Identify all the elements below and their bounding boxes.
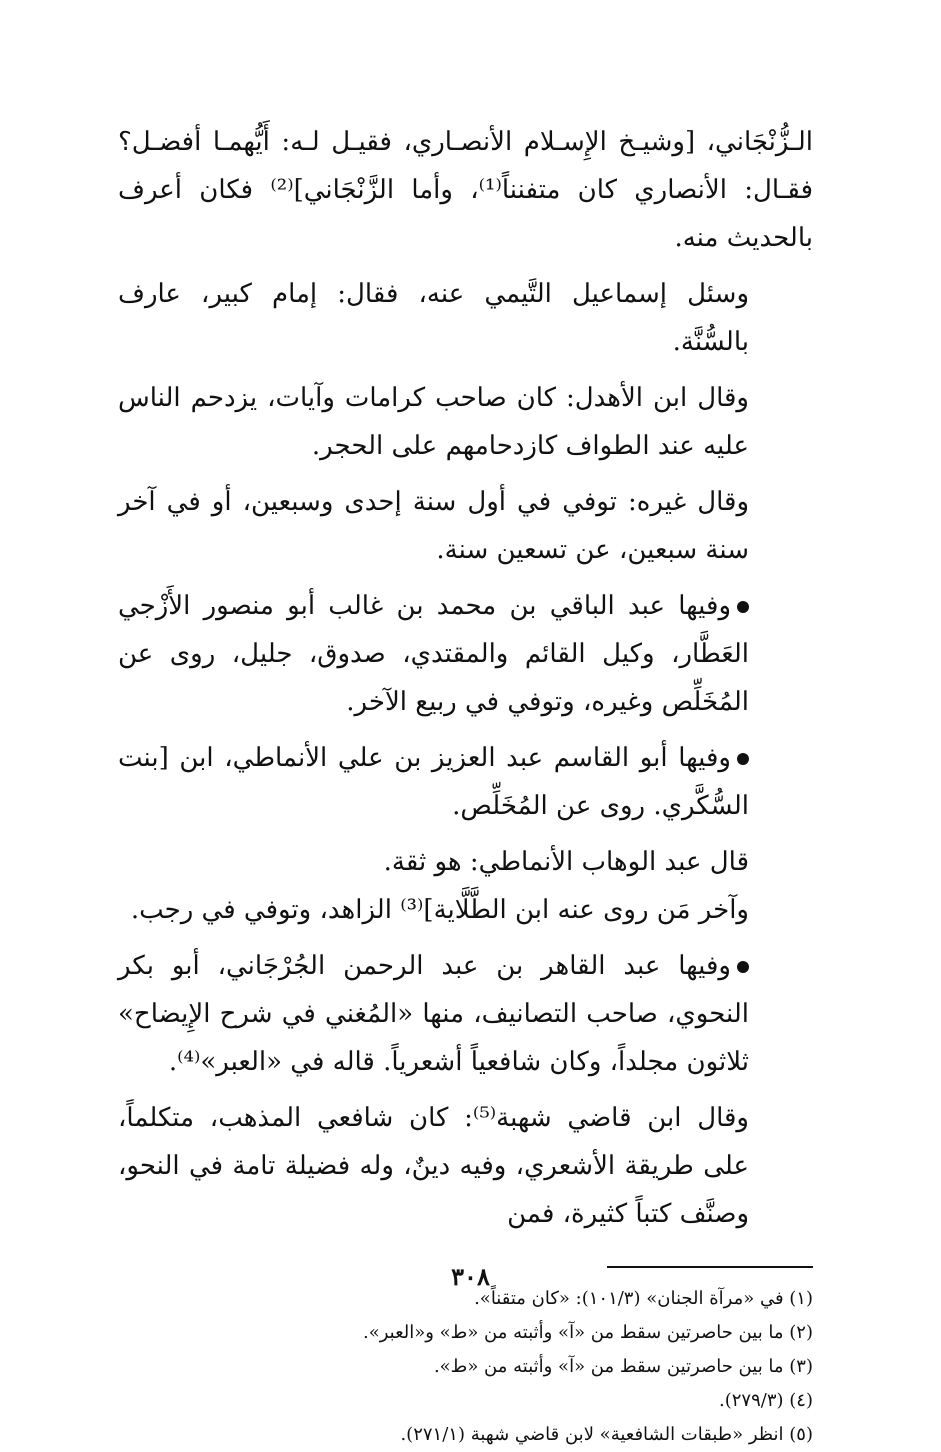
paragraph: قال عبد الوهاب الأنماطي: هو ثقة. [383, 847, 749, 877]
footnote: (١) في «مرآة الجنان» (١٠١/٣): «كان متقناً». [474, 1288, 813, 1309]
entry-text: وفيها أبو القاسم عبد العزيز بن علي الأنماطي، ابن [بنت السُّكَّري. روى عن المُخَلِّص. [118, 743, 749, 821]
paragraph: وقال غيره: توفي في أول سنة إحدى وسبعين، أو في آخر سنة سبعين، عن تسعين سنة. [118, 487, 749, 565]
footnote: (٥) انظر «طبقات الشافعية» لابن قاضي شهبة (٢٧١/١). [400, 1424, 813, 1445]
paragraph: وسئل إسماعيل التَّيمي عنه، فقال: إمام كبير، عارف بالسُّنَّة. [118, 279, 749, 357]
bullet-icon [737, 961, 749, 973]
bullet-icon [737, 753, 749, 765]
footnote: (٣) ما بين حاصرتين سقط من «آ» وأثبته من «ط». [433, 1356, 813, 1377]
entry-paragraph [118, 734, 813, 830]
paragraph: وآخر مَن روى عنه ابن الطَّلَّاية]⁽³⁾ الزاهد، وتوفي في رجب. [130, 895, 749, 925]
paragraph: وقال ابن قاضي شهبة⁽⁵⁾: كان شافعي المذهب، متكلماً، على طريقة الأشعري، وفيه دينٌ، وله فضيلة تامة في النحو، وصنَّف كتباً كثيرة، فمن [118, 1103, 749, 1229]
entry-text: وفيها عبد القاهر بن عبد الرحمن الجُرْجَاني، أبو بكر النحوي، صاحب التصانيف، منها «المُغني في شرح الإِيضاح» ثلاثون مجلداً، وكان شافعياً أشعرياً. قاله في «العبر»⁽⁴⁾. [118, 951, 749, 1077]
entry-paragraph [118, 582, 813, 726]
main-text [118, 118, 813, 1238]
footnote: (٤) (٢٧٩/٣). [719, 1390, 813, 1411]
footnotes [118, 1282, 813, 1452]
entry-text: وفيها عبد الباقي بن محمد بن غالب أبو منصور الأَزْجي العَطَّار، وكيل القائم والمقتدي، صدوق، جليل، روى عن المُخَلِّص وغيره، وتوفي في ربيع الآخر. [118, 591, 749, 717]
paragraph: الـزُّنْجَاني، [وشيـخ الإِسـلام الأنصـاري، فقيـل لـه: أَيُّهمـا أفضـل؟ فقـال: الأنصاري كان متفنناً⁽¹⁾، وأما الزَّنْجَاني]⁽²⁾ فكان أعرف بالحديث منه. [118, 127, 813, 253]
paragraph: وقال ابن الأهدل: كان صاحب كرامات وآيات، يزدحم الناس عليه عند الطواف كازدحامهم على الحجر. [118, 383, 749, 461]
bullet-icon [737, 601, 749, 613]
entry-paragraph [118, 942, 813, 1086]
page-number: ٣٠٨ [451, 1262, 490, 1291]
footnote: (٢) ما بين حاصرتين سقط من «آ» وأثبته من «ط» و«العبر». [362, 1322, 813, 1343]
